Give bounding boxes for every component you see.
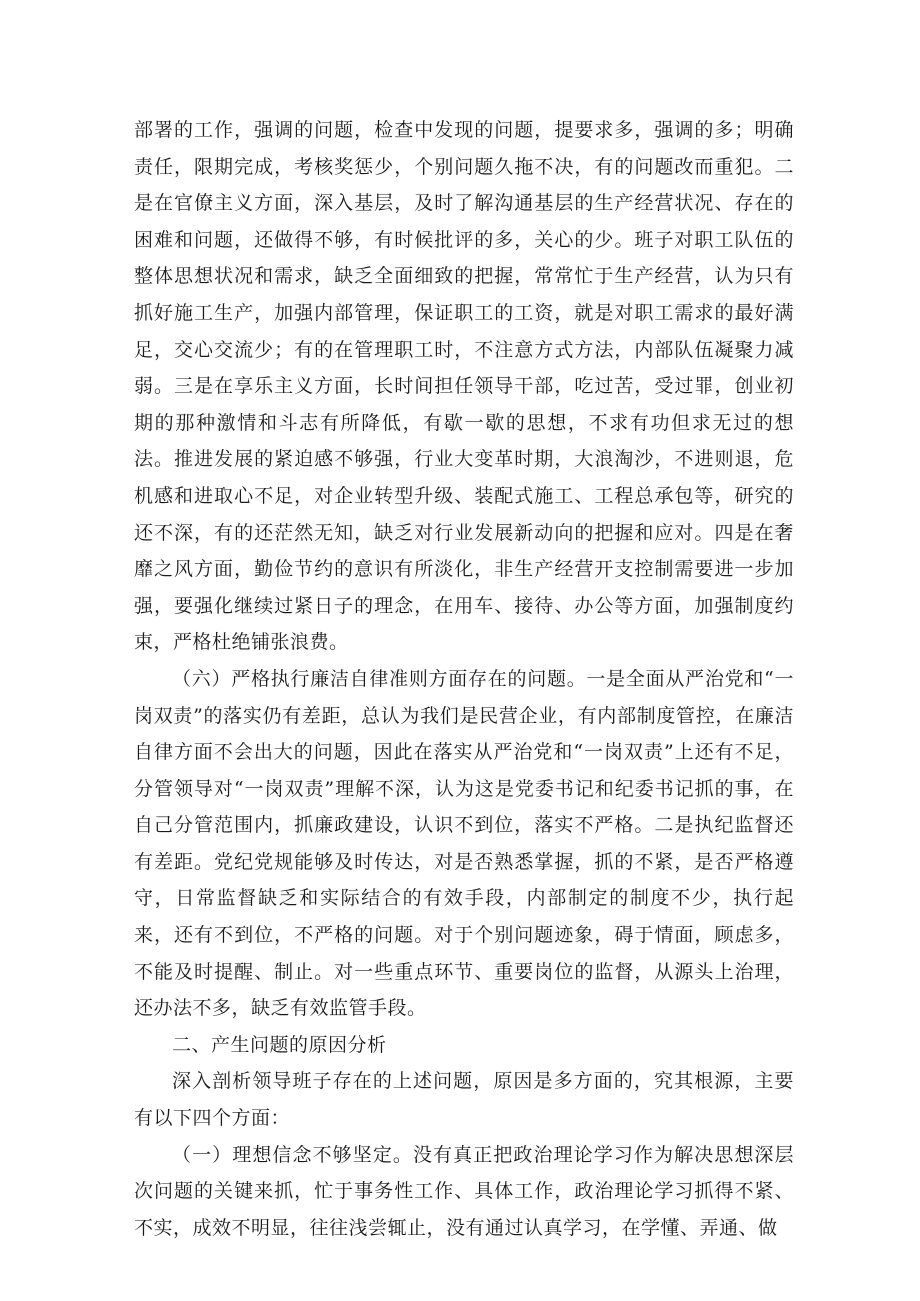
- paragraph-analysis-intro: 深入剖析领导班子存在的上述问题，原因是多方面的，究其根源，主要有以下四个方面：: [134, 1070, 794, 1130]
- section-heading-cause-analysis: 二、产生问题的原因分析: [172, 1033, 387, 1056]
- document-body: [134, 112, 794, 1246]
- paragraph-continuation: 部署的工作，强调的问题，检查中发现的问题，提要求多，强调的多；明确责任，限期完成，考核奖惩少，个别问题久拖不决，有的问题改而重犯。二是在官僚主义方面，深入基层，及时了解沟通基层的生产经营状况、存在的困难和问题，还做得不够，有时候批评的多，关心的少。班子对职工队伍的整体思想状况和需求，缺乏全面细致的把握，常常忙于生产经营，认为只有抓好施工生产，加强内部管理，保证职工的工资，就是对职工需求的最好满足，交心交流少；有的在管理职工时，不注意方式方法，内部队伍凝聚力减弱。三是在享乐主义方面，长时间担任领导干部，吃过苦，受过罪，创业初期的那种激情和斗志有所降低，有歇一歇的思想，不求有功但求无过的想法。推进发展的紧迫感不够强，行业大变革时期，大浪淘沙，不进则退，危机感和进取心不足，对企业转型升级、装配式施工、工程总承包等，研究的还不深，有的还茫然无知，缺乏对行业发展新动向的把握和应对。四是在奢靡之风方面，勤俭节约的意识有所淡化，非生产经营开支控制需要进一步加强，要强化继续过紧日子的理念，在用车、接待、办公等方面，加强制度约束，严格杜绝铺张浪费。: [134, 119, 794, 654]
- paragraph-section-one: （一）理想信念不够坚定。没有真正把政治理论学习作为解决思想深层次问题的关键来抓，忙于事务性工作、具体工作，政治理论学习抓得不紧、不实，成效不明显，往往浅尝辄止，没有通过认真学习，在学懂、弄通、做: [134, 1143, 794, 1239]
- paragraph-section-six: （六）严格执行廉洁自律准则方面存在的问题。一是全面从严治党和“一岗双责”的落实仍有差距，总认为我们是民营企业，有内部制度管控，在廉洁自律方面不会出大的问题，因此在落实从严治党和“一岗双责”上还有不足，分管领导对“一岗双责”理解不深，认为这是党委书记和纪委书记抓的事，在自己分管范围内，抓廉政建设，认识不到位，落实不严格。二是执纪监督还有差距。党纪党规能够及时传达，对是否熟悉掌握，抓的不紧，是否严格遵守，日常监督缺乏和实际结合的有效手段，内部制定的制度不少，执行起来，还有不到位，不严格的问题。对于个别问题迹象，碍于情面，顾虑多，不能及时提醒、制止。对一些重点环节、重要岗位的监督，从源头上治理，还办法不多，缺乏有效监管手段。: [134, 667, 794, 1020]
